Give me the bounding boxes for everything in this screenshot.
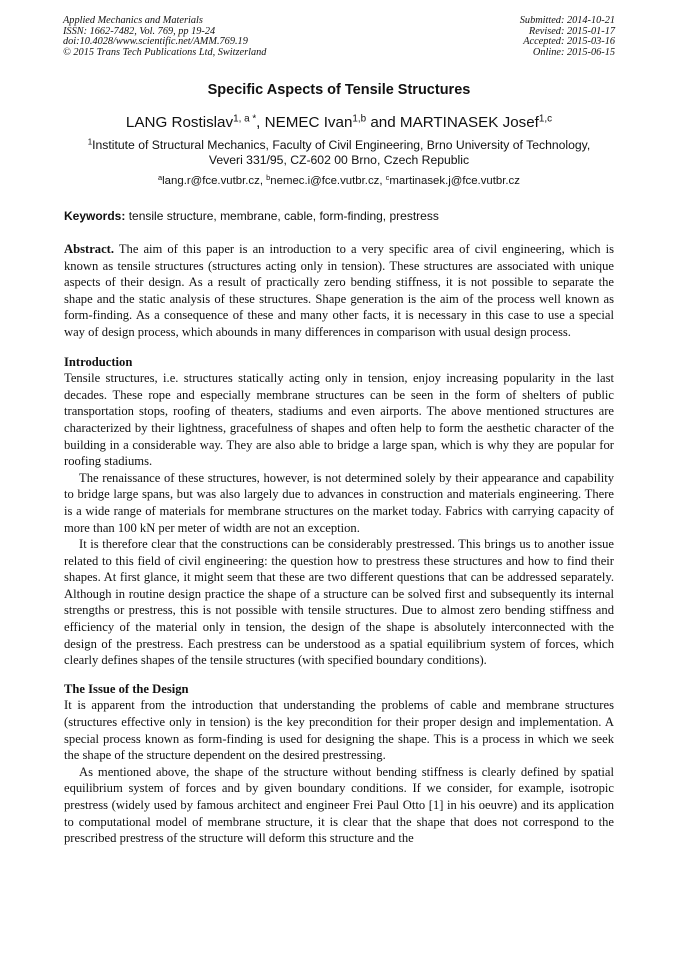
email-link[interactable]: martinasek.j@fce.vutbr.cz — [389, 175, 520, 187]
journal-info — [63, 16, 266, 58]
affiliation-address: Veveri 331/95, CZ-602 00 Brno, Czech Republic — [208, 153, 470, 167]
author-sup: 1,b — [352, 113, 367, 125]
abstract-text: The aim of this paper is an introduction to a very specific area of civil engineering, which is known as tensile structures (structures acting only in tension). These structures are associated with unique aspects of their design. As a result of practically zero bending stiffness, it is not possible to separate the shape and the static analysis of these structures. Shape generation is the aim of the process well known as form-finding. As a consequence of these and many other facts, it is necessary in this case to use a special way of design process, which abounds in many differences in comparison with usual design process. — [64, 242, 614, 339]
section-heading-introduction: Introduction — [64, 354, 133, 369]
paragraph: Tensile structures, i.e. structures statically acting only in tension, enjoy increasing popularity in the last decades. These rope and especially membrane structures can be seen in the form of shelters of public transportation stops, roofing of theaters, stadiums and even airports. The above mentioned structures are characterized by their lightness, gracefulness of shapes and often help to form the aesthetic character of the building in a considerable way. They are also able to bridge a large span, which is why they are popular for roofing stadiums. — [64, 371, 614, 469]
affiliation-line — [0, 138, 678, 153]
email-sup: a — [158, 172, 163, 182]
doi-line: doi:10.4028/www.scientific.net/AMM.769.19 — [63, 36, 248, 48]
paragraph: The renaissance of these structures, however, is not determined solely by their appearance and capability to bridge large spans, but was also largely due to advances in construction and materials engineering. There is a wide range of materials for membrane structures on the market today. Fabrics with carrying capacity of more than 100 kN per meter of width are not an exception. — [64, 470, 614, 535]
section-heading-design: The Issue of the Design — [64, 681, 189, 696]
email-link[interactable]: nemec.i@fce.vutbr.cz, — [270, 175, 386, 187]
email-sup: c — [385, 172, 390, 182]
paper-title: Specific Aspects of Tensile Structures — [207, 82, 471, 98]
email-link[interactable]: lang.r@fce.vutbr.cz, — [162, 175, 267, 187]
paper-body — [64, 241, 614, 847]
affiliation-text: Institute of Structural Mechanics, Faculty of Civil Engineering, Brno University of Technology, — [92, 138, 591, 152]
copyright-line: © 2015 Trans Tech Publications Ltd, Switzerland — [63, 46, 267, 58]
author-sup: 1,c — [538, 113, 553, 125]
abstract-label: Abstract. — [64, 242, 115, 256]
author-name: LANG Rostislav — [125, 114, 234, 131]
email-sup: b — [266, 172, 271, 182]
journal-name: Applied Mechanics and Materials — [63, 15, 203, 26]
abstract-paragraph — [64, 241, 614, 341]
keywords-label: Keywords: — [64, 209, 126, 223]
keywords — [64, 209, 439, 223]
email-list — [0, 172, 678, 187]
accepted-date: Accepted: 2015-03-16 — [523, 36, 615, 48]
submitted-date: Submitted: 2014-10-21 — [519, 15, 615, 26]
author-name: NEMEC Ivan — [264, 114, 353, 131]
paragraph: It is therefore clear that the constructions can be considerably prestressed. This brings us to another issue related to this field of civil engineering: the question how to prestress these structures and how to find their shapes. At first glance, it might seem that these are two different questions that can be addressed separately. Although in routine design practice the shape of a structure can be solved first and subsequently its internal strengths or prestress, this is not possible with tensile structures. Due to almost zero bending stiffness and efficiency of the material only in tension, the design of the shape is absolutely interconnected with the design of the prestress. Each prestress can be understood as a spatial equilibrium system of forces, which clearly defines shapes of the tensile structures (with specified boundary conditions). — [64, 537, 614, 668]
affiliation-sup: 1 — [87, 137, 93, 147]
paragraph: It is apparent from the introduction that understanding the problems of cable and membrane structures (structures effective only in tension) is the key precondition for their proper design and implementation. A special process known as form-finding is used for designing the shape. This is a process in which we seek the shape of the structure dependent on the desired prestressing. — [64, 698, 614, 763]
author-separator: and — [366, 114, 400, 131]
author-list — [0, 114, 678, 131]
revised-date: Revised: 2015-01-17 — [528, 25, 615, 37]
affiliation — [0, 138, 678, 168]
online-date: Online: 2015-06-15 — [532, 46, 615, 58]
keywords-text: tensile structure, membrane, cable, form-finding, prestress — [125, 209, 439, 223]
issn-line: ISSN: 1662-7482, Vol. 769, pp 19-24 — [63, 25, 216, 37]
author-separator: , — [256, 114, 265, 131]
author-name: MARTINASEK Josef — [399, 114, 539, 131]
dates-info — [520, 16, 615, 58]
paragraph: As mentioned above, the shape of the structure without bending stiffness is clearly defined by spatial equilibrium system of forces and by given boundary conditions. If we consider, for example, isotropic prestress (widely used by famous architect and engineer Frei Paul Otto [1] in his oeuvre) and its application to computational model of membrane structure, it is clear that the shape that does not correspond to the prescribed prestress of the structure will deform this structure and the — [64, 764, 614, 846]
author-sup: 1, a * — [233, 113, 257, 125]
